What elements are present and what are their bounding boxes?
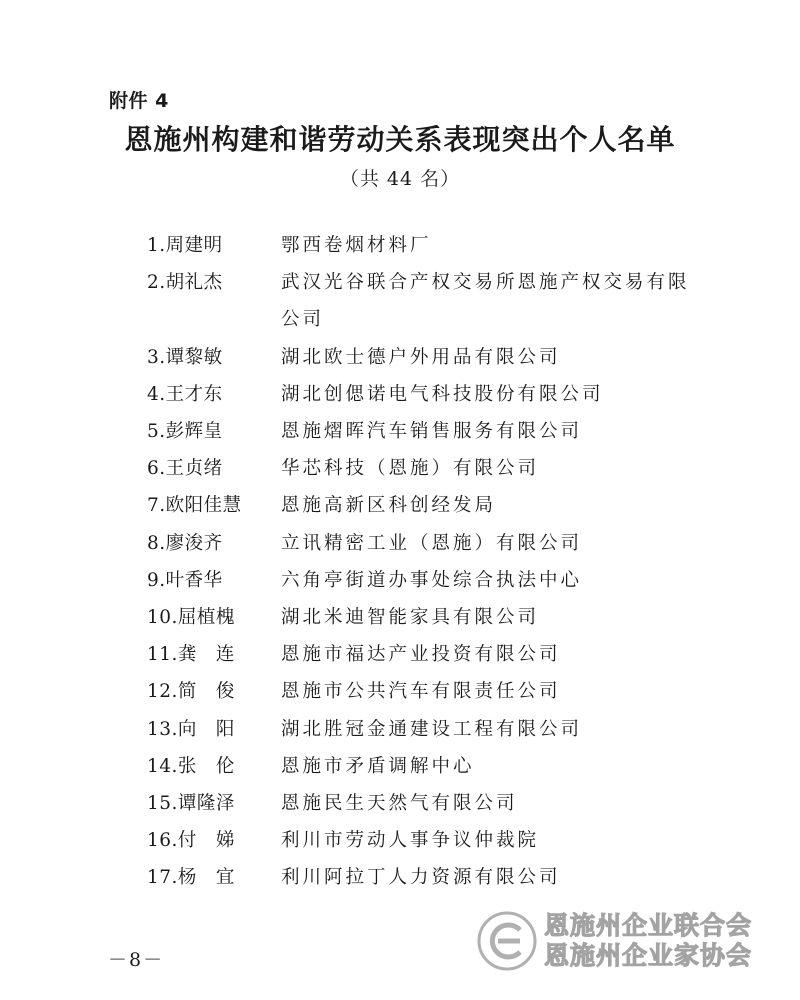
list-item <box>147 376 707 413</box>
person-name: 4.王才东 <box>147 383 223 405</box>
person-organization: 恩施民生天然气有限公司 <box>281 793 518 815</box>
person-organization: 湖北胜冠金通建设工程有限公司 <box>281 718 583 740</box>
person-name: 5.彭辉皇 <box>147 421 223 443</box>
person-organization: 利川市劳动人事争议仲裁院 <box>281 830 540 852</box>
person-organization: 恩施市矛盾调解中心 <box>281 755 475 777</box>
list-item <box>147 748 707 785</box>
person-organization: 湖北创偲诺电气科技股份有限公司 <box>281 383 604 405</box>
list-item <box>147 785 707 822</box>
person-name: 14.张 伦 <box>147 755 235 777</box>
page-subtitle: （共 44 名） <box>339 168 461 190</box>
person-organization: 武汉光谷联合产权交易所恩施产权交易有限公司 <box>281 272 690 331</box>
person-name: 2.胡礼杰 <box>147 272 223 294</box>
person-name: 17.杨 宜 <box>147 867 235 889</box>
attachment-label: 附件 4 <box>109 90 169 112</box>
person-name: 16.付 娣 <box>147 830 235 852</box>
person-organization: 华芯科技（恩施）有限公司 <box>281 458 540 480</box>
person-organization: 利川阿拉丁人力资源有限公司 <box>281 867 561 889</box>
person-name: 1.周建明 <box>147 235 223 256</box>
list-item <box>147 487 707 524</box>
list-item <box>147 673 707 710</box>
person-name: 8.廖浚齐 <box>147 532 223 554</box>
person-organization: 六角亭街道办事处综合执法中心 <box>281 569 583 591</box>
page-title: 恩施州构建和谐劳动关系表现突出个人名单 <box>124 123 676 156</box>
list-item <box>147 859 707 896</box>
list-item <box>147 636 707 673</box>
list-item <box>147 339 707 376</box>
person-name: 13.向 阳 <box>147 718 235 740</box>
list-item <box>147 264 707 338</box>
page-number: －8－ <box>108 949 165 971</box>
person-name: 12.简 俊 <box>147 681 235 703</box>
watermark-line-1: 恩施州企业联合会 <box>544 911 753 940</box>
person-name: 6.王贞绪 <box>147 458 223 480</box>
people-list <box>147 227 707 897</box>
person-name: 9.叶香华 <box>147 569 223 591</box>
watermark <box>476 902 786 980</box>
list-item <box>147 599 707 636</box>
list-item <box>147 711 707 748</box>
list-item <box>147 822 707 859</box>
enterprise-federation-logo-icon <box>476 910 538 972</box>
list-item <box>147 525 707 562</box>
person-organization: 恩施高新区科创经发局 <box>281 495 497 517</box>
list-item <box>147 413 707 450</box>
person-organization: 立讯精密工业（恩施）有限公司 <box>281 532 583 554</box>
person-name: 15.谭隆泽 <box>147 793 235 815</box>
person-organization: 湖北欧士德户外用品有限公司 <box>281 346 561 368</box>
person-organization: 恩施市福达产业投资有限公司 <box>281 644 561 666</box>
list-item <box>147 450 707 487</box>
person-name: 10.屈植槐 <box>147 607 235 629</box>
person-organization: 恩施市公共汽车有限责任公司 <box>281 681 561 703</box>
watermark-line-2: 恩施州企业家协会 <box>544 941 753 970</box>
person-organization: 恩施熠晖汽车销售服务有限公司 <box>281 421 583 443</box>
person-organization: 鄂西卷烟材料厂 <box>281 235 432 256</box>
list-item <box>147 562 707 599</box>
person-name: 3.谭黎敏 <box>147 346 223 368</box>
person-name: 11.龚 连 <box>147 644 235 666</box>
list-item <box>147 227 707 264</box>
person-organization: 湖北米迪智能家具有限公司 <box>281 607 540 629</box>
person-name: 7.欧阳佳慧 <box>147 495 242 517</box>
